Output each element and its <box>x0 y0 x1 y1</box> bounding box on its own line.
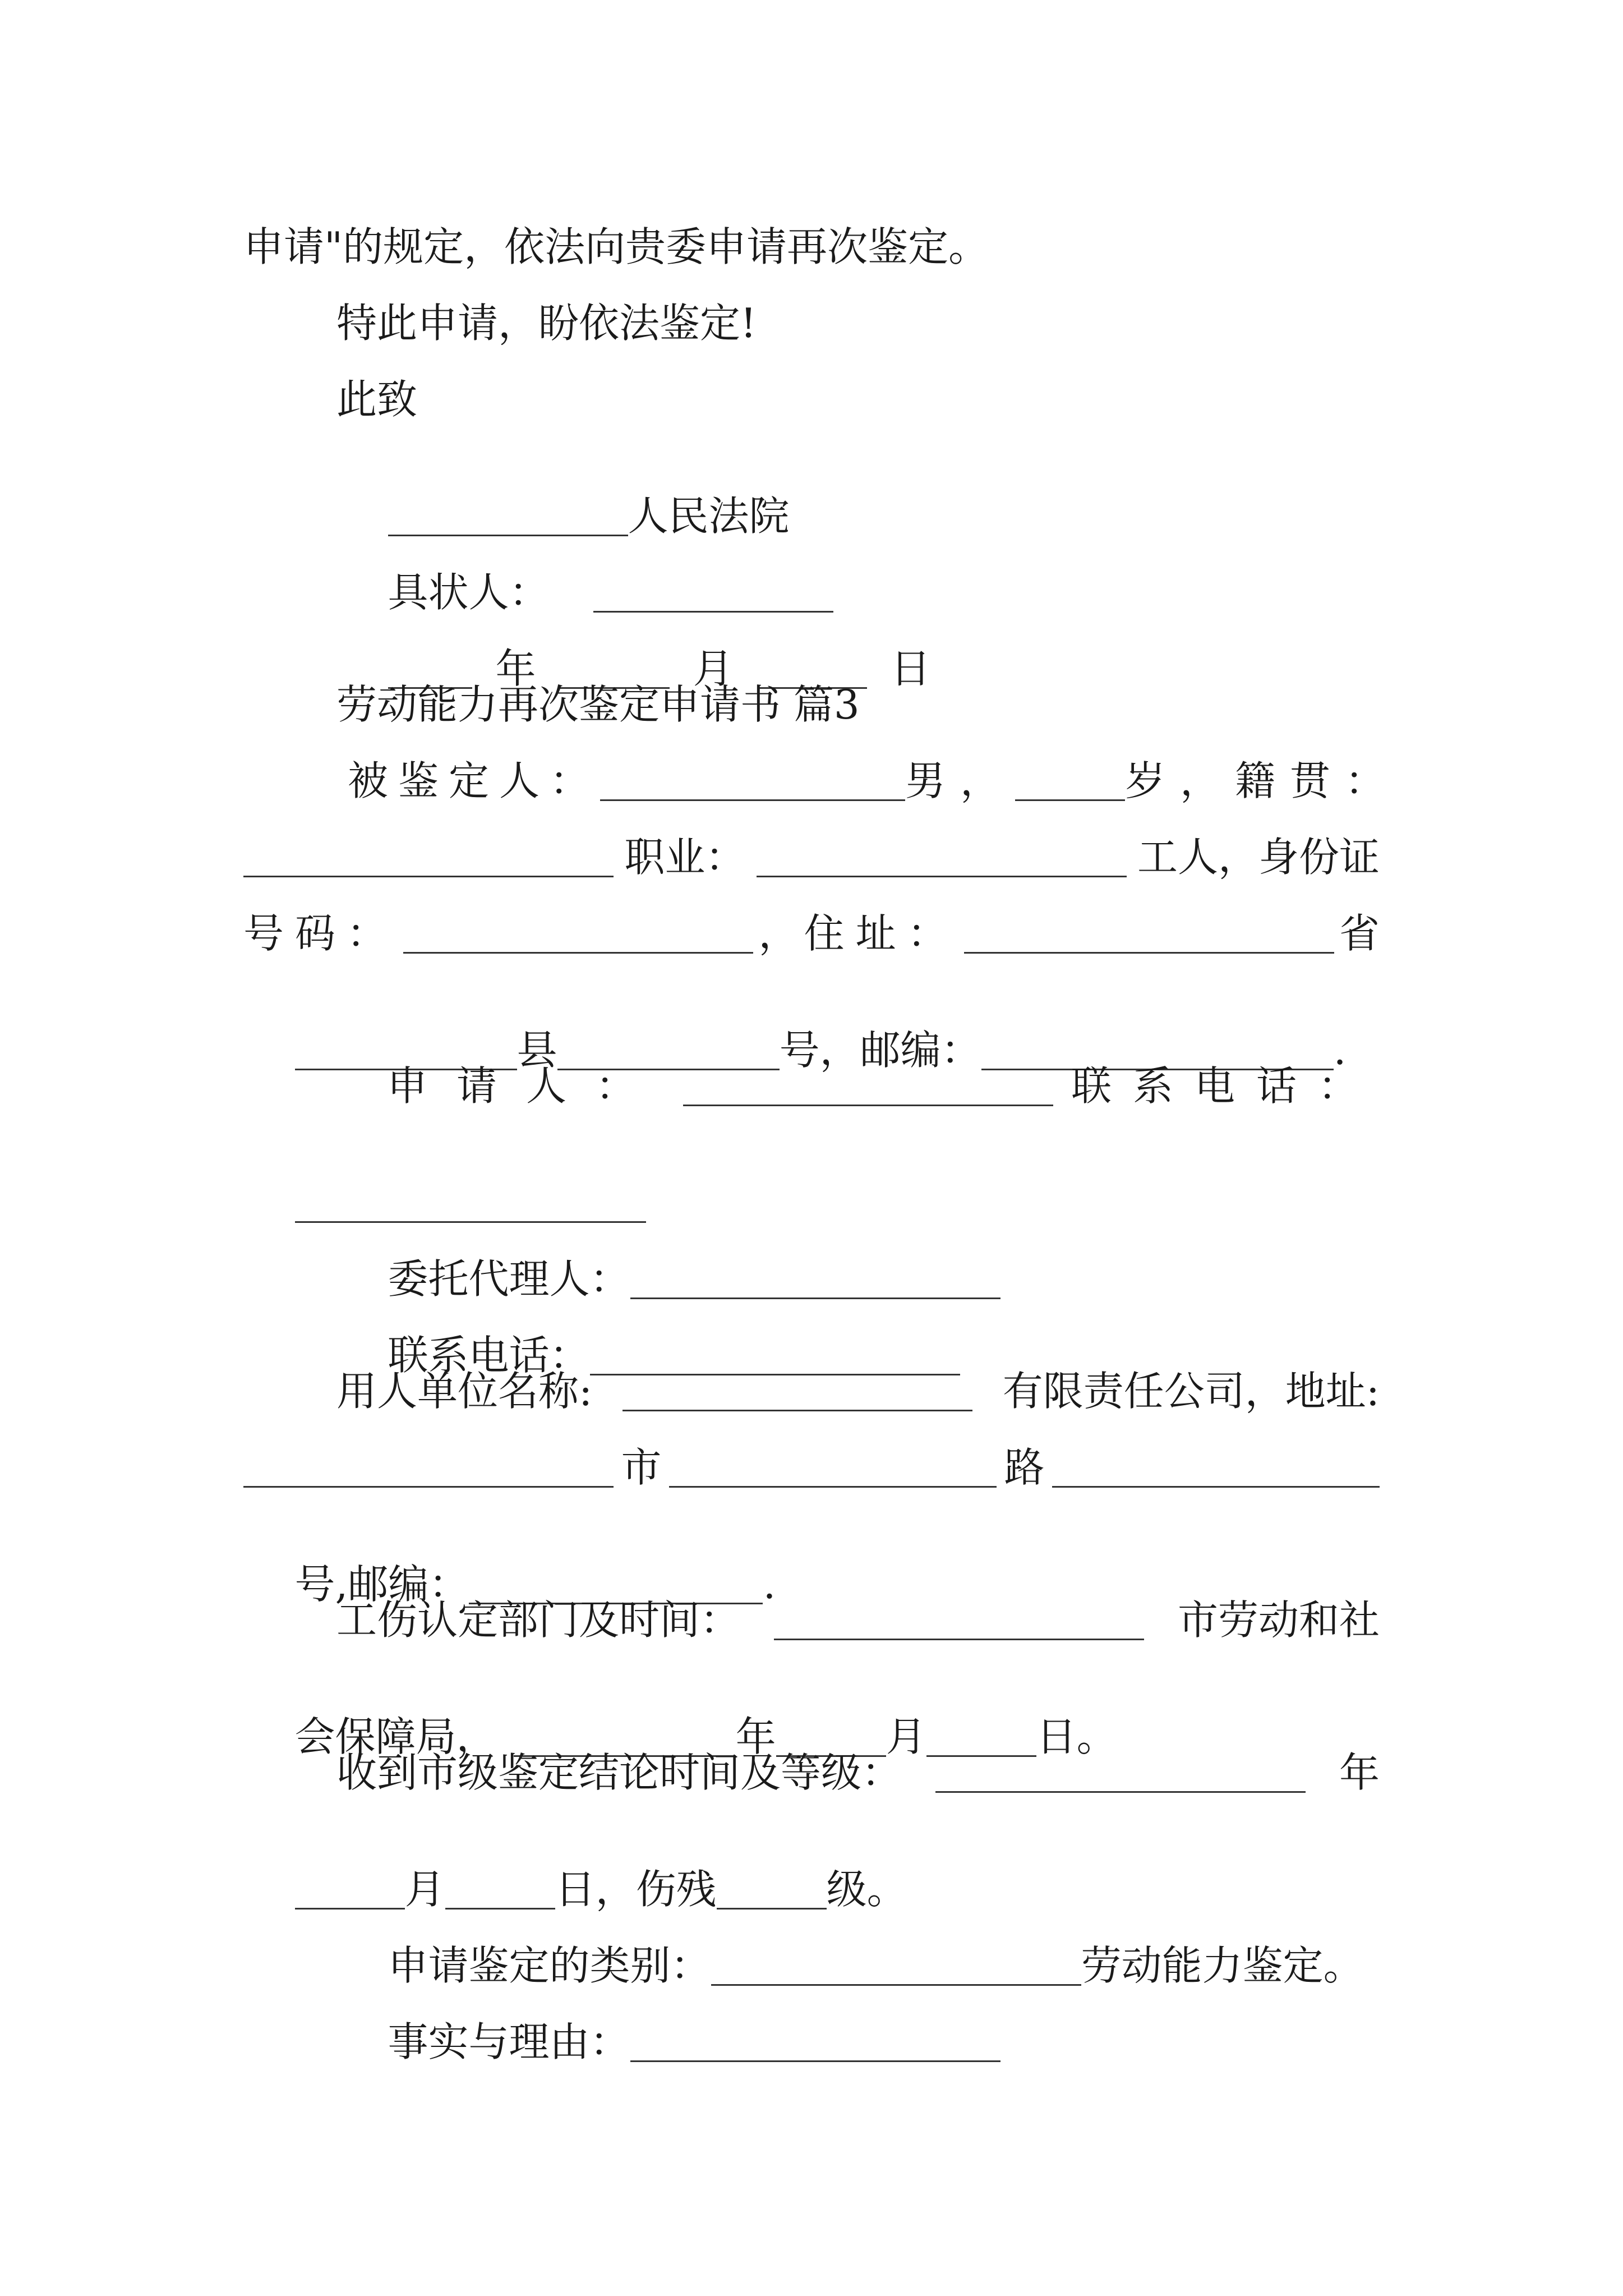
fill-blank[interactable] <box>295 1183 646 1223</box>
city-label: 市 <box>621 1444 662 1491</box>
category-label: 申请鉴定的类别： <box>388 1942 711 1989</box>
number-postcode-label: 号，邮编： <box>779 1027 981 1074</box>
form-line <box>243 910 1380 957</box>
fill-blank[interactable] <box>590 1336 960 1375</box>
section-title: 劳动能力再次鉴定申请书 篇3 <box>336 681 860 728</box>
month-label: 月 <box>693 645 734 692</box>
text-line: 特此申请，盼依法鉴定! <box>336 300 757 347</box>
fill-blank[interactable] <box>630 1259 1000 1299</box>
number-postcode-label: 号,邮编： <box>294 1561 469 1608</box>
fill-blank[interactable] <box>717 1870 827 1910</box>
conclusion-label: 收到市级鉴定结论时间及等级： <box>336 1749 902 1796</box>
year-label: 年 <box>735 1713 776 1760</box>
fill-blank[interactable] <box>295 1870 405 1910</box>
form-line <box>243 1142 646 1182</box>
province-label: 省 <box>1339 910 1380 957</box>
labor-ability-label: 劳动能力鉴定。 <box>1081 1942 1364 1989</box>
form-line <box>336 1905 1364 1989</box>
fill-blank[interactable] <box>623 1372 972 1411</box>
worker-id-label: 工人，身份证 <box>1137 834 1380 881</box>
fill-blank[interactable] <box>388 496 628 536</box>
employer-label: 用人单位名称: <box>336 1368 593 1415</box>
fill-blank[interactable] <box>711 1946 1081 1986</box>
month-label: 月 <box>404 1866 445 1913</box>
fill-blank[interactable] <box>630 2022 1000 2062</box>
id-number-label: 号码： <box>243 910 399 957</box>
signer-label: 具状人： <box>388 569 550 616</box>
fill-blank[interactable] <box>683 1066 1053 1106</box>
address-label: 住址： <box>804 910 959 957</box>
form-line <box>336 1749 1380 1796</box>
limited-company-label: 有限责任公司，地址: <box>1002 1368 1380 1415</box>
fill-blank[interactable] <box>243 838 614 877</box>
city-bureau-label: 会保障局， <box>294 1713 497 1760</box>
year-label: 年 <box>495 645 536 692</box>
city-bureau-label: 市劳动和社 <box>1177 1596 1380 1644</box>
period: . <box>1333 1027 1347 1074</box>
form-line <box>243 1829 907 1913</box>
form-line <box>243 1676 1117 1760</box>
fill-blank[interactable] <box>774 1600 1144 1640</box>
fill-blank[interactable] <box>403 914 753 954</box>
form-line <box>336 1368 1380 1415</box>
road-label: 路 <box>1004 1444 1045 1491</box>
comma: ， <box>758 910 799 957</box>
grade-label: 级。 <box>826 1866 907 1913</box>
text-line: 申请"的规定，依法向贵委申请再次鉴定。 <box>243 223 989 270</box>
day-label: 日。 <box>1036 1713 1117 1760</box>
court-suffix: 人民法院 <box>628 493 790 540</box>
native-place-label: 籍贯： <box>1235 757 1400 804</box>
form-line <box>336 1295 960 1379</box>
court-line <box>336 455 790 540</box>
person-label: 被鉴定人： <box>348 757 601 804</box>
form-line <box>243 990 1347 1074</box>
signer-line <box>336 532 833 616</box>
agent-label: 委托代理人： <box>388 1255 630 1303</box>
disability-label: 日，伤残 <box>555 1866 717 1913</box>
fill-blank[interactable] <box>935 1753 1306 1793</box>
fill-blank[interactable] <box>757 838 1127 877</box>
fill-blank[interactable] <box>243 1448 614 1488</box>
fill-blank[interactable] <box>600 761 905 801</box>
form-line <box>336 1218 1000 1303</box>
day-label: 日 <box>890 645 931 692</box>
fill-blank[interactable] <box>926 1717 1036 1757</box>
occupation-label: 职业： <box>624 834 746 881</box>
text-line: 此致 <box>336 376 418 423</box>
form-line <box>387 1062 1380 1110</box>
applicant-label: 申请人： <box>387 1062 666 1110</box>
period: . <box>763 1561 776 1608</box>
fill-blank[interactable] <box>964 914 1334 954</box>
date-line <box>336 608 931 692</box>
form-line <box>336 1981 1000 2065</box>
fill-blank[interactable] <box>669 1448 997 1488</box>
fill-blank[interactable] <box>445 1870 555 1910</box>
age-label: 岁， <box>1125 757 1235 804</box>
fill-blank[interactable] <box>1015 761 1125 801</box>
county-label: 县 <box>517 1027 557 1074</box>
form-line <box>243 834 1380 881</box>
form-line <box>243 1524 776 1608</box>
male-label: 男， <box>905 757 1016 804</box>
month-label: 月 <box>886 1713 926 1760</box>
agent-phone-label: 联系电话： <box>388 1332 590 1379</box>
year-label: 年 <box>1339 1749 1380 1796</box>
form-line <box>336 1596 1380 1644</box>
phone-label: 联系电话： <box>1071 1062 1380 1110</box>
injury-dept-label: 工伤认定部门及时间： <box>336 1596 741 1644</box>
fill-blank[interactable] <box>1052 1448 1380 1488</box>
form-line <box>348 757 1400 804</box>
fill-blank[interactable] <box>593 573 833 613</box>
facts-label: 事实与理由： <box>388 2018 630 2065</box>
form-line <box>243 1444 1380 1491</box>
